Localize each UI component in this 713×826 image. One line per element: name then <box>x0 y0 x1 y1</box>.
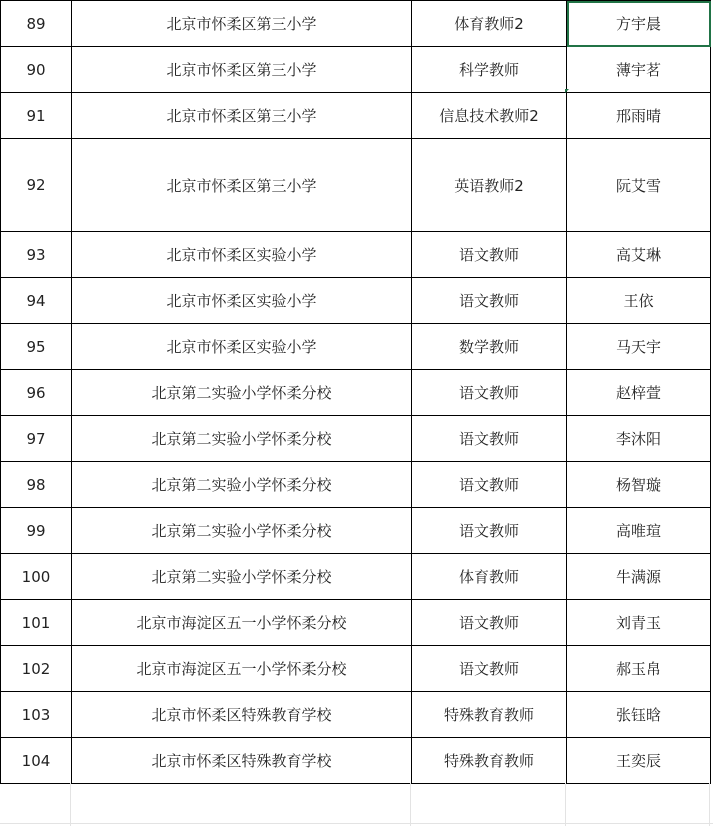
cell-name[interactable]: 高艾琳 <box>567 232 711 278</box>
gridline <box>565 783 566 826</box>
table-row <box>1 738 711 784</box>
table-row <box>1 370 711 416</box>
cell-name-selected[interactable]: 方宇晨 <box>567 1 711 47</box>
cell-school[interactable]: 北京第二实验小学怀柔分校 <box>72 370 412 416</box>
cell-position[interactable]: 特殊教育教师 <box>412 738 567 784</box>
table-row <box>1 93 711 139</box>
cell-name[interactable]: 刘青玉 <box>567 600 711 646</box>
table-row <box>1 554 711 600</box>
gridline <box>410 783 411 826</box>
cell-number[interactable]: 93 <box>1 232 72 278</box>
table-row <box>1 508 711 554</box>
cell-number[interactable]: 94 <box>1 278 72 324</box>
table-row <box>1 600 711 646</box>
cell-number[interactable]: 101 <box>1 600 72 646</box>
cell-number[interactable]: 100 <box>1 554 72 600</box>
cell-name[interactable]: 李沐阳 <box>567 416 711 462</box>
cell-school[interactable]: 北京市怀柔区实验小学 <box>72 278 412 324</box>
gridline <box>70 783 71 826</box>
cell-number[interactable]: 92 <box>1 139 72 232</box>
table-row <box>1 278 711 324</box>
table-row <box>1 47 711 93</box>
cell-name[interactable]: 薄宇茗 <box>567 47 711 93</box>
cell-school[interactable]: 北京市怀柔区第三小学 <box>72 93 412 139</box>
cell-school[interactable]: 北京第二实验小学怀柔分校 <box>72 508 412 554</box>
cell-name[interactable]: 阮艾雪 <box>567 139 711 232</box>
table-row <box>1 1 711 47</box>
cell-school[interactable]: 北京市海淀区五一小学怀柔分校 <box>72 646 412 692</box>
cell-name[interactable]: 牛满源 <box>567 554 711 600</box>
cell-number[interactable]: 97 <box>1 416 72 462</box>
cell-school[interactable]: 北京市怀柔区特殊教育学校 <box>72 738 412 784</box>
cell-number[interactable]: 96 <box>1 370 72 416</box>
cell-school[interactable]: 北京市怀柔区实验小学 <box>72 232 412 278</box>
table-row <box>1 139 711 232</box>
cell-position[interactable]: 特殊教育教师 <box>412 692 567 738</box>
cell-position[interactable]: 语文教师 <box>412 508 567 554</box>
table-row <box>1 324 711 370</box>
cell-number[interactable]: 103 <box>1 692 72 738</box>
gridline <box>709 783 710 826</box>
cell-school[interactable]: 北京市怀柔区第三小学 <box>72 139 412 232</box>
cell-position[interactable]: 语文教师 <box>412 232 567 278</box>
gridline <box>0 823 713 824</box>
cell-school[interactable]: 北京市怀柔区第三小学 <box>72 1 412 47</box>
table-row <box>1 646 711 692</box>
cell-name[interactable]: 王依 <box>567 278 711 324</box>
cell-position[interactable]: 语文教师 <box>412 370 567 416</box>
cell-position[interactable]: 数学教师 <box>412 324 567 370</box>
cell-name[interactable]: 郝玉帛 <box>567 646 711 692</box>
cell-position[interactable]: 语文教师 <box>412 462 567 508</box>
cell-name[interactable]: 张钰晗 <box>567 692 711 738</box>
cell-position[interactable]: 科学教师 <box>412 47 567 93</box>
cell-name[interactable]: 邢雨晴 <box>567 93 711 139</box>
cell-number[interactable]: 104 <box>1 738 72 784</box>
cell-position[interactable]: 英语教师2 <box>412 139 567 232</box>
cell-school[interactable]: 北京市怀柔区特殊教育学校 <box>72 692 412 738</box>
cell-name[interactable]: 王奕辰 <box>567 738 711 784</box>
cell-school[interactable]: 北京第二实验小学怀柔分校 <box>72 462 412 508</box>
cell-position[interactable]: 语文教师 <box>412 600 567 646</box>
cell-school[interactable]: 北京市海淀区五一小学怀柔分校 <box>72 600 412 646</box>
cell-position[interactable]: 语文教师 <box>412 416 567 462</box>
cell-number[interactable]: 89 <box>1 1 72 47</box>
cell-number[interactable]: 90 <box>1 47 72 93</box>
cell-number[interactable]: 99 <box>1 508 72 554</box>
cell-number[interactable]: 91 <box>1 93 72 139</box>
error-indicator-icon <box>565 89 569 93</box>
cell-position[interactable]: 信息技术教师2 <box>412 93 567 139</box>
cell-school[interactable]: 北京市怀柔区实验小学 <box>72 324 412 370</box>
table-row <box>1 692 711 738</box>
cell-number[interactable]: 102 <box>1 646 72 692</box>
table-row <box>1 462 711 508</box>
cell-position[interactable]: 语文教师 <box>412 646 567 692</box>
cell-school[interactable]: 北京市怀柔区第三小学 <box>72 47 412 93</box>
cell-position[interactable]: 语文教师 <box>412 278 567 324</box>
cell-name[interactable]: 杨智璇 <box>567 462 711 508</box>
cell-school[interactable]: 北京第二实验小学怀柔分校 <box>72 416 412 462</box>
table-row <box>1 232 711 278</box>
cell-number[interactable]: 98 <box>1 462 72 508</box>
cell-name[interactable]: 高唯瑄 <box>567 508 711 554</box>
cell-number[interactable]: 95 <box>1 324 72 370</box>
empty-grid-area[interactable] <box>0 783 713 826</box>
cell-name[interactable]: 马天宇 <box>567 324 711 370</box>
cell-position[interactable]: 体育教师2 <box>412 1 567 47</box>
cell-name[interactable]: 赵梓萱 <box>567 370 711 416</box>
table-row <box>1 416 711 462</box>
cell-school[interactable]: 北京第二实验小学怀柔分校 <box>72 554 412 600</box>
cell-position[interactable]: 体育教师 <box>412 554 567 600</box>
